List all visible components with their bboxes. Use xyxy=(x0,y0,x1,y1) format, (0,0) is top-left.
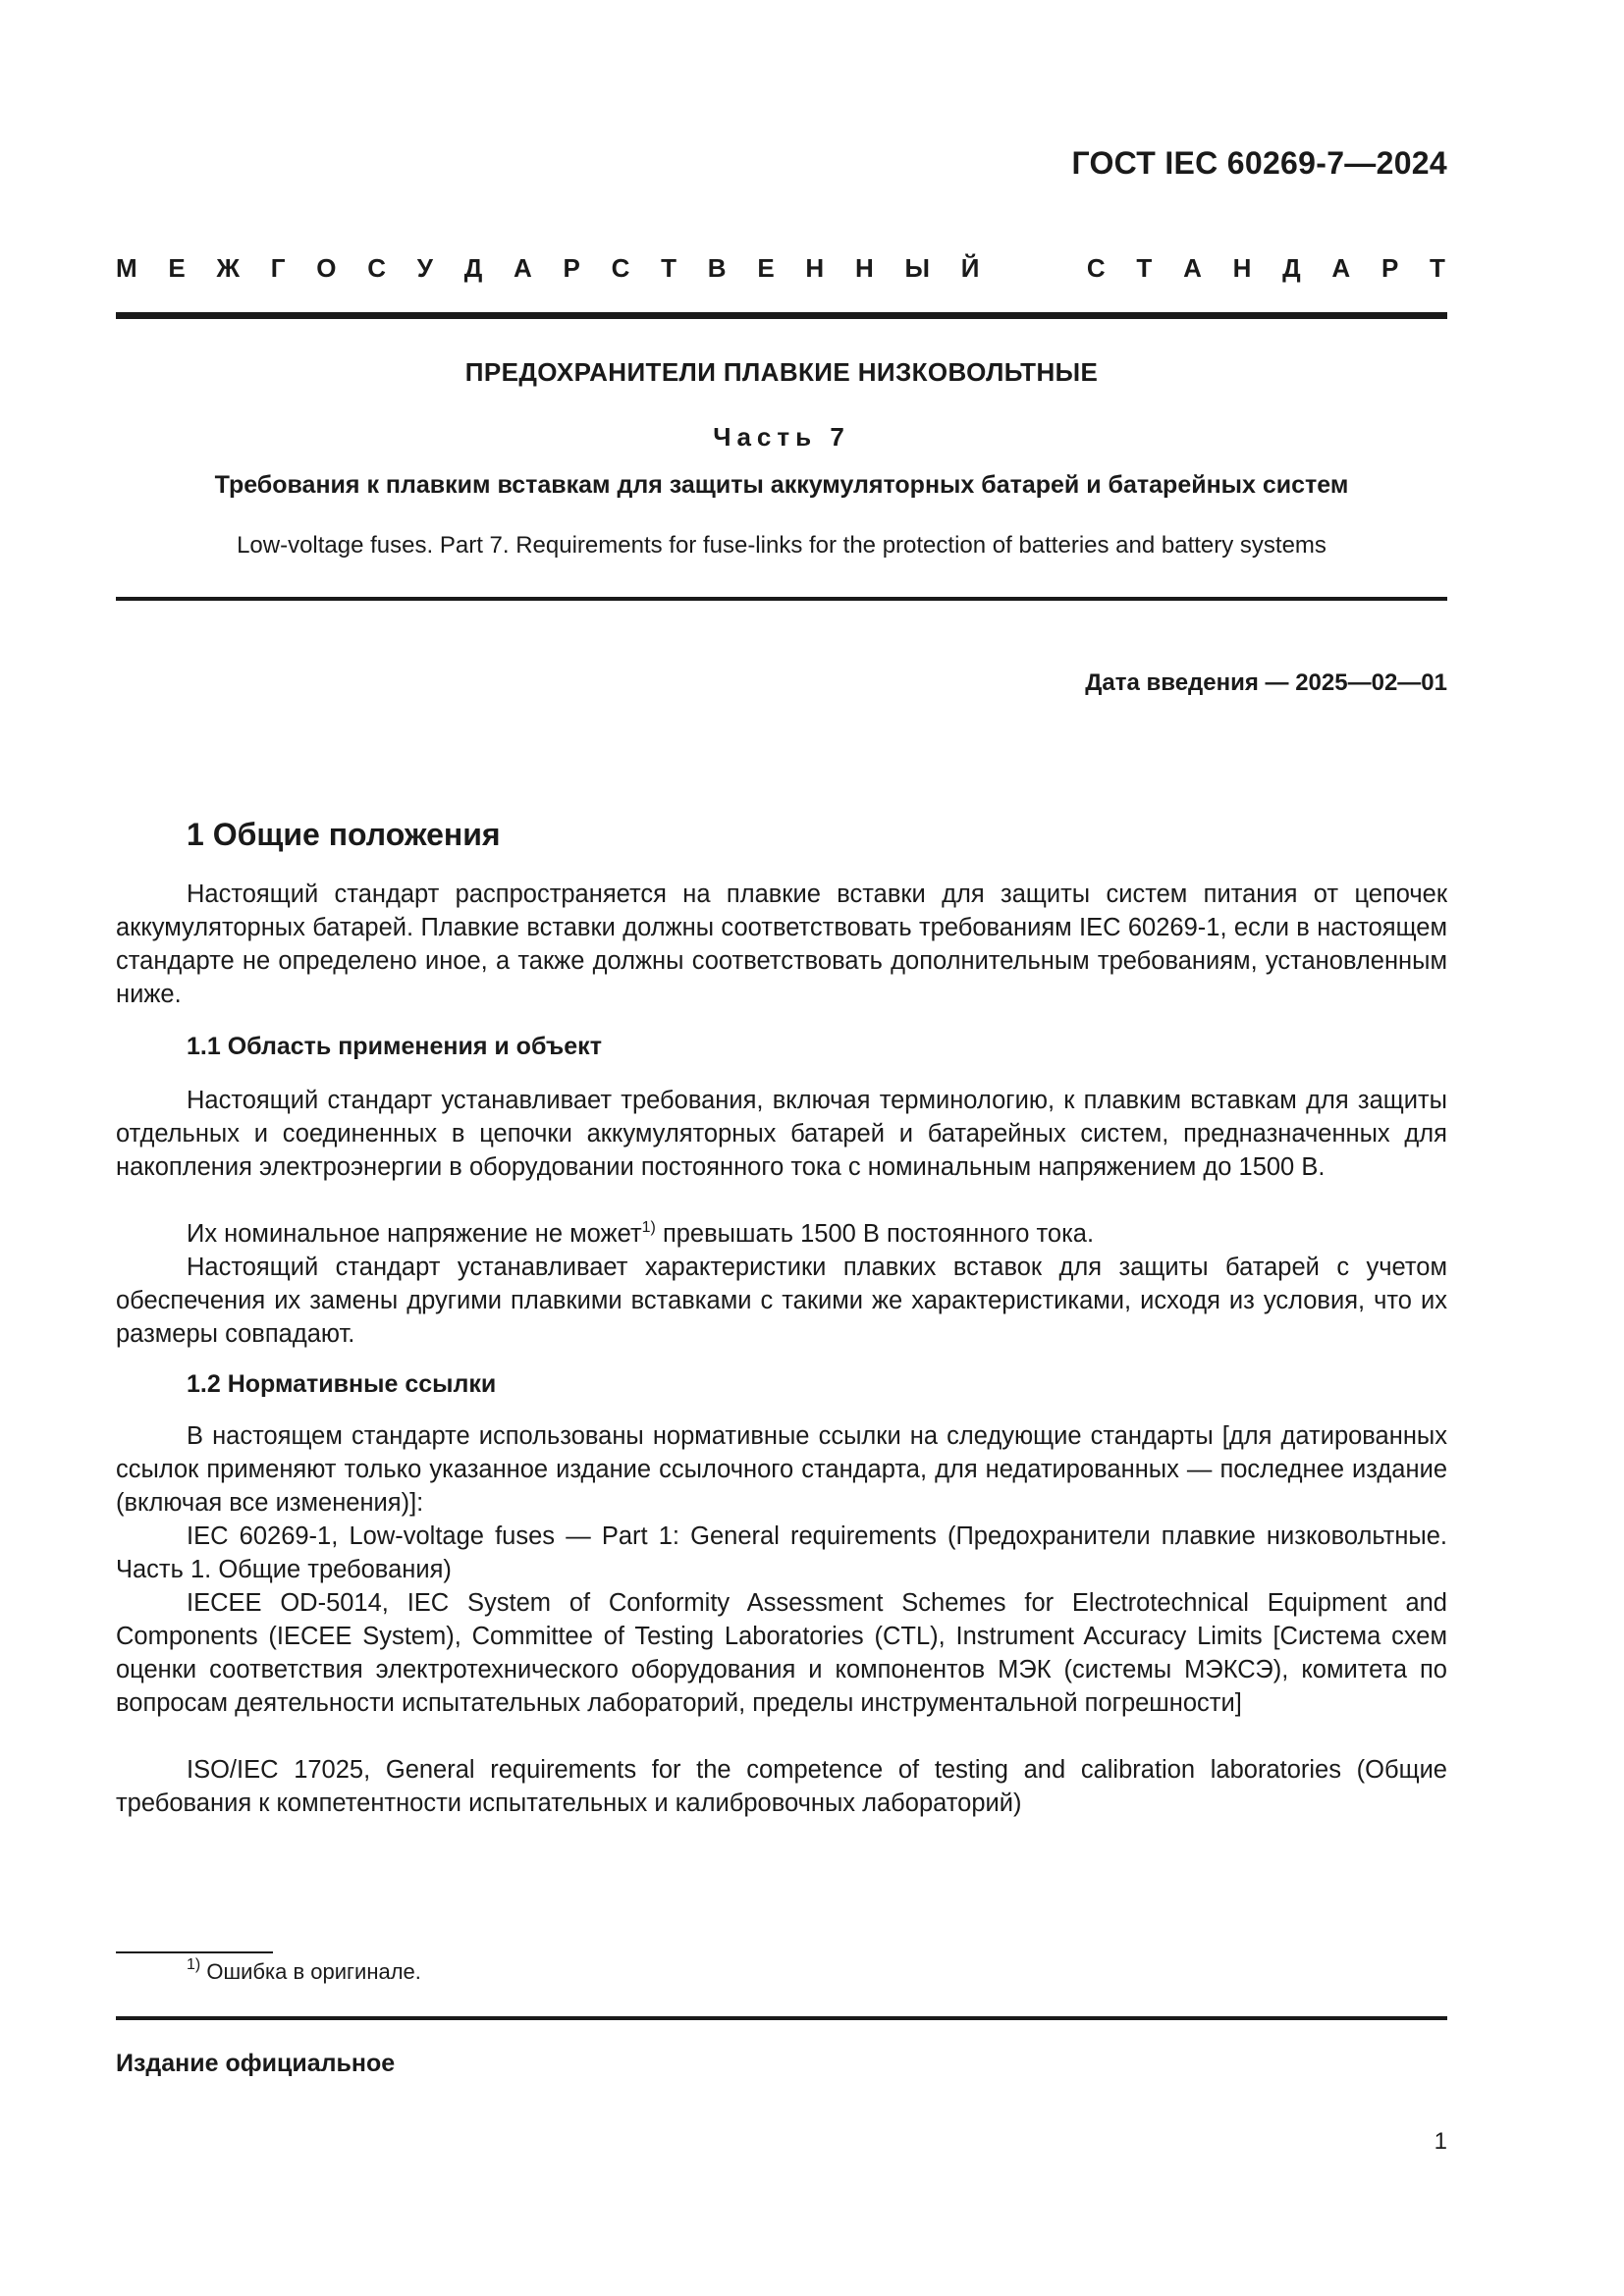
title-rule xyxy=(116,597,1447,601)
section-1-2-heading: 1.2 Нормативные ссылки xyxy=(187,1370,497,1398)
interstate-letter: Н xyxy=(854,253,874,283)
interstate-letter: Т xyxy=(1136,253,1153,283)
interstate-letter: Д xyxy=(463,253,483,283)
interstate-letter: Р xyxy=(563,253,580,283)
interstate-letter: М xyxy=(116,253,137,283)
section-1-1-paragraph-3: Настоящий стандарт устанавливает характеристики плавких вставок для защиты батарей с учетом обеспечения их замены другими плавкими вставками с такими же характеристиками, исходя из условия, что их размеры совпадают. xyxy=(116,1254,1447,1348)
interstate-letter: А xyxy=(1183,253,1202,283)
document-subtitle: Требования к плавким вставкам для защиты аккумуляторных батарей и батарейных систем xyxy=(214,471,1349,499)
interstate-letter: С xyxy=(611,253,630,283)
interstate-letter: Г xyxy=(270,253,286,283)
interstate-letter: Т xyxy=(1430,253,1445,283)
paragraph-text: Их номинальное напряжение не может xyxy=(187,1220,642,1248)
footnote-reference: 1) xyxy=(641,1219,656,1236)
interstate-letter: Н xyxy=(1232,253,1252,283)
interstate-letter: У xyxy=(416,253,433,283)
reference-iso-iec-17025: ISO/IEC 17025, General requirements for the competence of testing and calibration laboratories (Общие требования к компетентности испытательных и калибровочных лабораторий) xyxy=(116,1756,1447,1817)
interstate-letter: Т xyxy=(661,253,677,283)
reference-iec-60269-1: IEC 60269-1, Low-voltage fuses — Part 1: General requirements (Предохранители плавкие низковольтные. Часть 1. Общие требования) xyxy=(116,1522,1447,1583)
interstate-letter: А xyxy=(1331,253,1351,283)
footer-rule xyxy=(116,2016,1447,2020)
interstate-letter: Е xyxy=(168,253,186,283)
section-1-1-heading: 1.1 Область применения и объект xyxy=(187,1033,602,1060)
interstate-letter: Д xyxy=(1282,253,1301,283)
document-title: ПРЕДОХРАНИТЕЛИ ПЛАВКИЕ НИЗКОВОЛЬТНЫЕ xyxy=(464,357,1099,387)
interstate-letter: Й xyxy=(960,253,980,283)
standard-number: ГОСТ IEC 60269-7—2024 xyxy=(1071,145,1447,181)
interstate-letter: Н xyxy=(805,253,825,283)
interstate-letter: Е xyxy=(757,253,775,283)
footnote-rule xyxy=(116,1951,273,1953)
introduction-date: Дата введения — 2025—02—01 xyxy=(1085,669,1447,696)
interstate-letter: Ж xyxy=(216,253,241,283)
part-label: Часть 7 xyxy=(713,422,850,452)
interstate-letter: С xyxy=(367,253,387,283)
english-title: Low-voltage fuses. Part 7. Requirements for fuse-links for the protection of batteries and battery systems xyxy=(237,532,1326,559)
interstate-letter: С xyxy=(1086,253,1106,283)
interstate-letter: Ы xyxy=(904,253,930,283)
section-1-1-paragraph-1: Настоящий стандарт устанавливает требования, включая терминологию, к плавким вставкам для защиты отдельных и соединенных в цепочки аккумуляторных батарей и батарейных систем, предназначенных для накопления электроэнергии в оборудовании постоянного тока с номинальным напряжением до 1500 В. xyxy=(116,1087,1447,1181)
section-1-paragraph: Настоящий стандарт распространяется на плавкие вставки для защиты систем питания от цепочек аккумуляторных батарей. Плавкие вставки должны соответствовать требованиям IEC 60269-1, если в настоящем стандарте не определено иное, а также должны соответствовать дополнительным требованиям, установленным ниже. xyxy=(116,881,1447,1008)
section-1-2-paragraph: В настоящем стандарте использованы нормативные ссылки на следующие стандарты [для датированных ссылок применяют только указанное издание ссылочного стандарта, для недатированных — последнее издание (включая все изменения)]: xyxy=(116,1422,1447,1517)
page-number: 1 xyxy=(1434,2128,1447,2155)
footnote xyxy=(187,1956,421,1985)
section-1-1-paragraph-2 xyxy=(116,1217,1447,1251)
footnote-text: Ошибка в оригинале. xyxy=(200,1959,421,1984)
reference-iecee-od-5014: IECEE OD-5014, IEC System of Conformity Assessment Schemes for Electrotechnical Equipment and Components (IECEE System), Committee of Testing Laboratories (CTL), Instrument Accuracy Limits [Система схем оценки соответствия электротехнического оборудования и компонентов МЭК (системы МЭКСЭ), комитета по вопросам деятельности испытательных лабораторий, пределы инструментальной погрешности] xyxy=(116,1589,1447,1717)
interstate-letter: В xyxy=(707,253,727,283)
section-1-heading: 1 Общие положения xyxy=(187,817,501,852)
interstate-letter: Р xyxy=(1380,253,1399,283)
interstate-letter: О xyxy=(316,253,337,283)
interstate-standard-banner xyxy=(116,253,1445,284)
official-edition-label: Издание официальное xyxy=(116,2050,396,2077)
paragraph-text: превышать 1500 В постоянного тока. xyxy=(655,1220,1095,1248)
interstate-letter: А xyxy=(514,253,532,283)
word-gap xyxy=(1010,253,1056,284)
header-rule xyxy=(116,312,1447,319)
footnote-marker: 1) xyxy=(187,1956,201,1973)
